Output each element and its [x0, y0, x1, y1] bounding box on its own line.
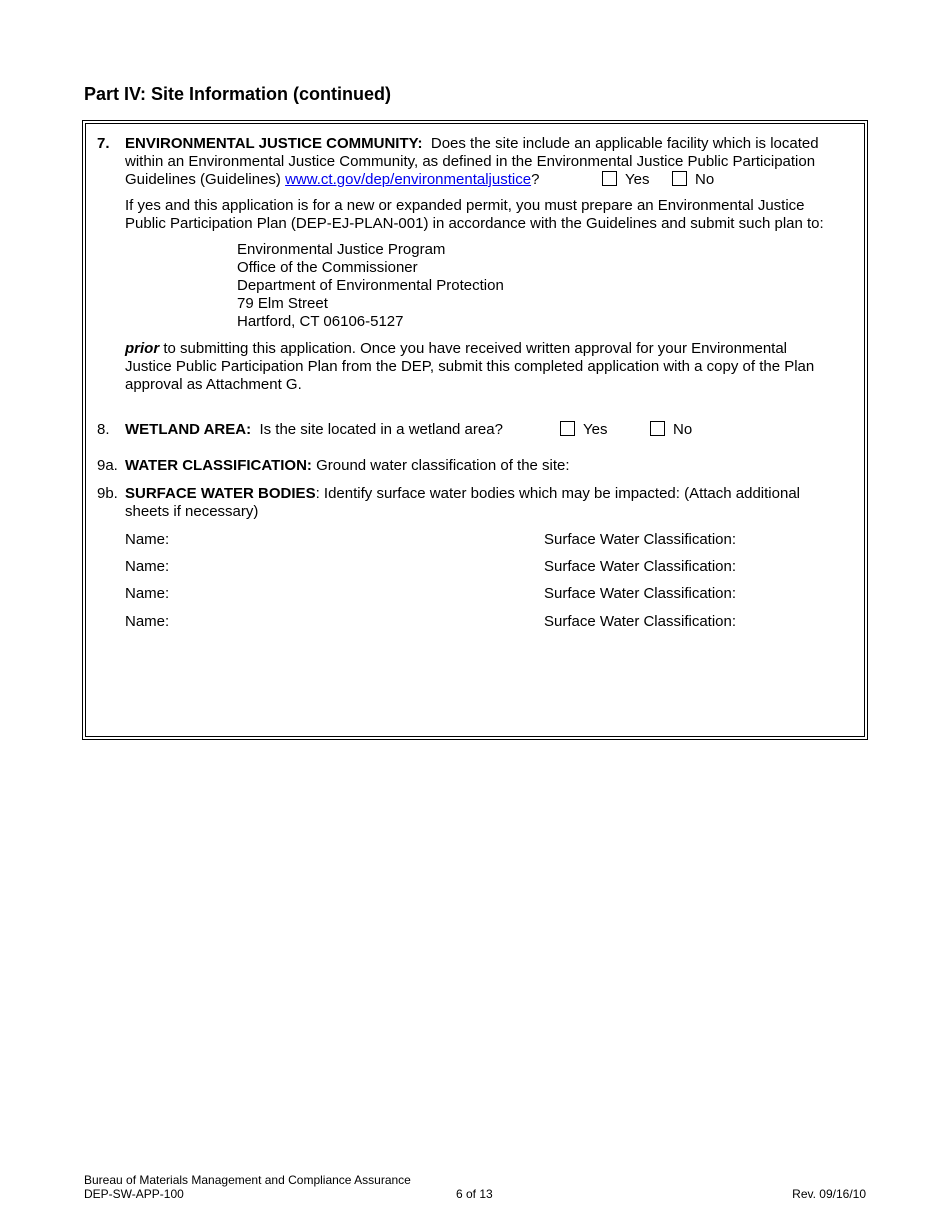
q8-yes-option [560, 421, 607, 439]
q7-para3-line3: approval as Attachment G. [125, 376, 302, 393]
footer-form-id: DEP-SW-APP-100 [84, 1187, 184, 1201]
surface-water-name-label: Name: [125, 613, 170, 630]
address-line: Office of the Commissioner [237, 259, 418, 276]
surface-water-class-label: Surface Water Classification: [544, 558, 737, 575]
surface-water-name-label: Name: [125, 558, 170, 575]
q7-no-checkbox[interactable] [672, 171, 687, 186]
q7-heading: ENVIRONMENTAL JUSTICE COMMUNITY: [125, 135, 423, 152]
q8-no-label: No [673, 421, 693, 438]
q9a-text: Ground water classification of the site: [316, 457, 570, 474]
surface-water-class-label: Surface Water Classification: [544, 531, 737, 548]
q7-line2: within an Environmental Justice Community, as defined in the Environmental Justice Public Participation [125, 153, 816, 170]
surface-water-name-label: Name: [125, 585, 170, 602]
q7-line3 [125, 171, 855, 189]
q8-line [125, 421, 525, 439]
q9a-heading: WATER CLASSIFICATION: [125, 457, 312, 474]
q9b-number: 9b. [97, 485, 118, 502]
q9b-line2: sheets if necessary) [125, 503, 259, 520]
q7-number: 7. [97, 135, 110, 152]
surface-water-class-label: Surface Water Classification: [544, 613, 737, 630]
q7-line1 [125, 135, 855, 153]
footer-bureau: Bureau of Materials Management and Compliance Assurance [84, 1173, 411, 1187]
prior-emphasis: prior [125, 340, 160, 357]
footer-revision: Rev. 09/16/10 [792, 1187, 866, 1201]
ej-link[interactable]: www.ct.gov/dep/environmentaljustice [285, 171, 532, 188]
q7-line3-text: Guidelines (Guidelines) [125, 171, 281, 188]
q9b-line1 [125, 485, 855, 503]
q7-para3-line1-text: to submitting this application. Once you have received written approval for your Environmental [163, 340, 788, 357]
surface-water-name-label: Name: [125, 531, 170, 548]
page-title: Part IV: Site Information (continued) [84, 84, 392, 104]
address-line: Hartford, CT 06106-5127 [237, 313, 404, 330]
q7-yes-label: Yes [625, 171, 650, 188]
q8-no-checkbox[interactable] [650, 421, 665, 436]
q9b-line1-text: : Identify surface water bodies which may be impacted: (Attach additional [315, 485, 800, 502]
q8-heading: WETLAND AREA: [125, 421, 252, 438]
q7-para3-line1 [125, 340, 855, 358]
q7-para2-line1: If yes and this application is for a new or expanded permit, you must prepare an Environmental Justice [125, 197, 805, 214]
q8-yes-checkbox[interactable] [560, 421, 575, 436]
footer-page-number: 6 of 13 [456, 1187, 493, 1201]
q9a-number: 9a. [97, 457, 118, 474]
surface-water-class-label: Surface Water Classification: [544, 585, 737, 602]
q8-no-option [650, 421, 692, 439]
q7-line1-text: Does the site include an applicable facility which is located [430, 135, 819, 152]
address-line: 79 Elm Street [237, 295, 328, 312]
q7-yes-option [602, 171, 649, 189]
q7-yes-checkbox[interactable] [602, 171, 617, 186]
q7-no-label: No [695, 171, 715, 188]
ej-program-address [237, 241, 504, 331]
q7-para3-line2: Justice Public Participation Plan from the DEP, submit this completed application with a copy of the Plan [125, 358, 815, 375]
q9a-line [125, 457, 855, 475]
q8-yes-label: Yes [583, 421, 608, 438]
q7-para2-line2: Public Participation Plan (DEP-EJ-PLAN-001) in accordance with the Guidelines and submit such plan to: [125, 215, 824, 232]
q8-number: 8. [97, 421, 110, 438]
address-line: Department of Environmental Protection [237, 277, 504, 294]
q8-question: Is the site located in a wetland area? [259, 421, 503, 438]
q7-question-mark: ? [531, 171, 540, 188]
q9b-heading: SURFACE WATER BODIES [125, 485, 316, 502]
q7-no-option [672, 171, 714, 189]
address-line: Environmental Justice Program [237, 241, 446, 258]
